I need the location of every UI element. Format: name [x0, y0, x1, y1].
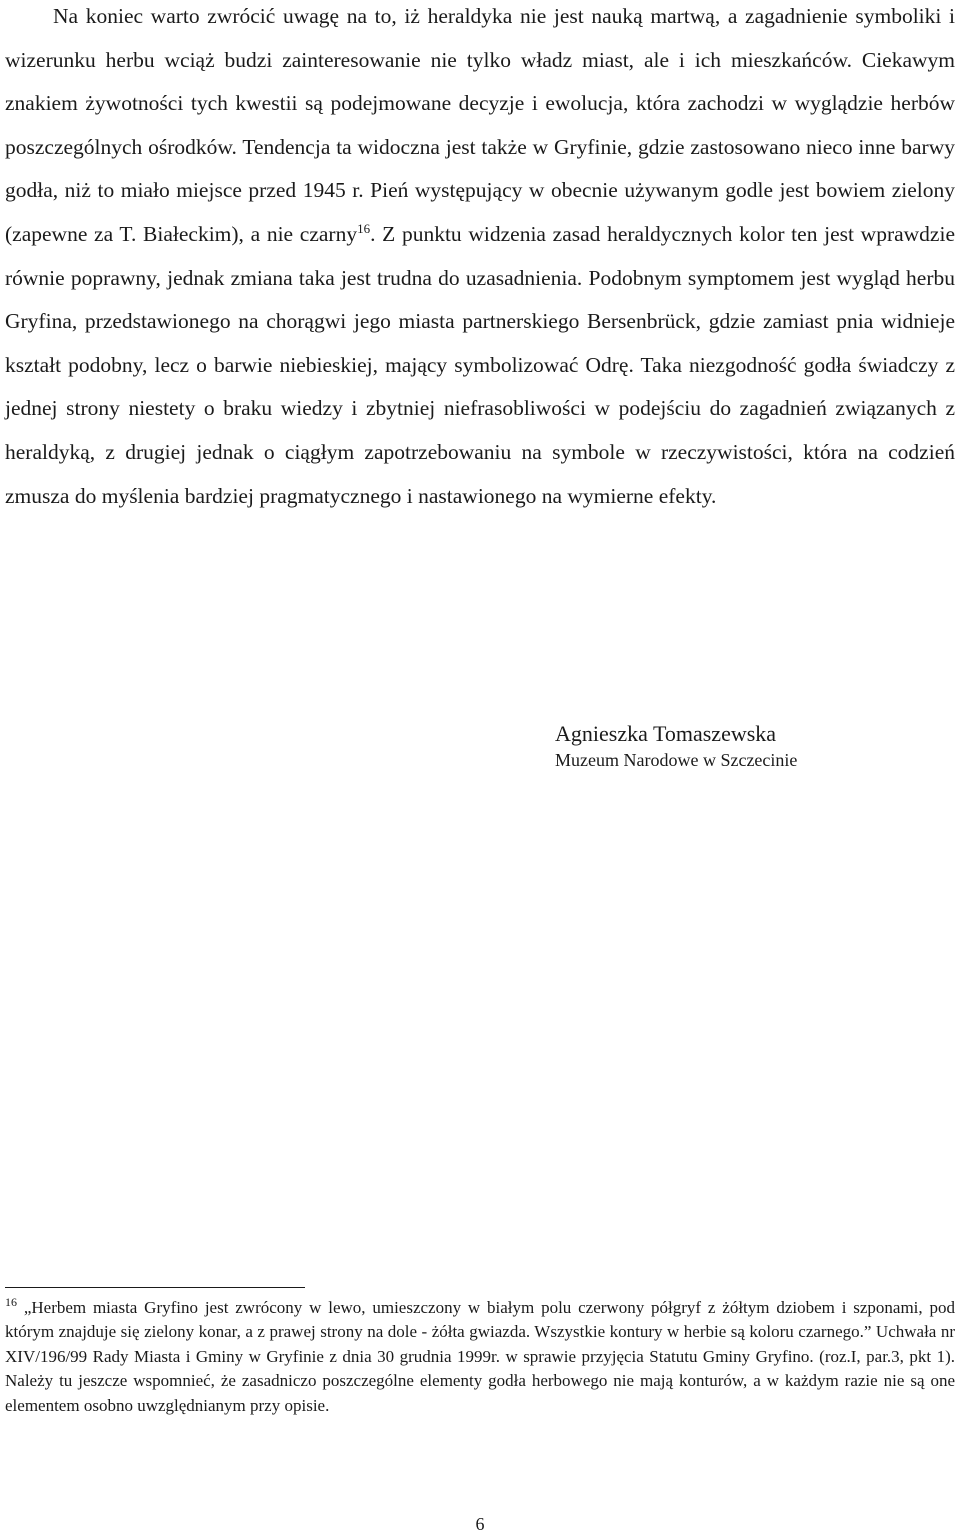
author-institution: Muzeum Narodowe w Szczecinie: [555, 750, 798, 770]
body-paragraph: [5, 0, 955, 518]
footnote-reference[interactable]: 16: [357, 220, 371, 236]
page-number: 6: [475, 1514, 485, 1534]
paragraph-text-part-1: Na koniec warto zwrócić uwagę na to, iż heraldyka nie jest nauką martwą, a zagadnienie symboliki i wizerunku herbu wciąż budzi zainteresowanie nie tylko władz miast, ale i ich mieszkańców. Ciekawym znakiem żywotności tych kwestii są podejmowane decyzje i ewolucja, która zachodzi w wyglądzie herbów poszczególnych ośrodków. Tendencja ta widoczna jest także w Gryfinie, gdzie zastosowano nieco inne barwy godła, niż to miało miejsce przed 1945 r. Pień występujący w obecnie używanym godle jest bowiem zielony (zapewne za T. Białeckim), a nie czarny: [5, 4, 955, 246]
paragraph-text-part-2: . Z punktu widzenia zasad heraldycznych kolor ten jest wprawdzie równie poprawny, jednak zmiana taka jest trudna do uzasadnienia. Podobnym symptomem jest wygląd herbu Gryfina, przedstawionego na chorągwi jego miasta partnerskiego Bersenbrück, gdzie zamiast pnia widnieje kształt podobny, lecz o barwie niebieskiej, mający symbolizować Odrę. Taka niezgodność godła świadczy z jednej strony niestety o braku wiedzy i zbytniej niefrasobliwości w podejściu do zagadnień związanych z heraldyką, z drugiej jednak o ciągłym zapotrzebowaniu na symbole w rzeczywistości, która na codzień zmusza do myślenia bardziej pragmatycznego i nastawionego na wymierne efekty.: [5, 221, 955, 508]
author-name: Agnieszka Tomaszewska: [555, 721, 777, 746]
footnote-number: 16: [5, 1295, 17, 1309]
footnote-separator: [5, 1287, 305, 1288]
signature-block: [555, 719, 797, 771]
footnote-text: „Herbem miasta Gryfino jest zwrócony w lewo, umieszczony w białym polu czerwony półgryf z żółtym dziobem i szponami, pod którym znajduje się zielony konar, a z prawej strony na dole - żółta gwiazda. Wszystkie kontury w herbie są koloru czarnego.” Uchwała nr XIV/196/99 Rady Miasta i Gminy w Gryfinie z dnia 30 grudnia 1999r. w sprawie przyjęcia Statutu Gminy Gryfino. (roz.I, par.3, pkt 1). Należy tu jeszcze wspomnieć, że zasadniczo poszczególne elementy godła herbowego nie mają konturów, a w każdym razie nie są one elementem osobno uwzględnianym przy opisie.: [5, 1298, 955, 1415]
footnote: [5, 1296, 955, 1418]
